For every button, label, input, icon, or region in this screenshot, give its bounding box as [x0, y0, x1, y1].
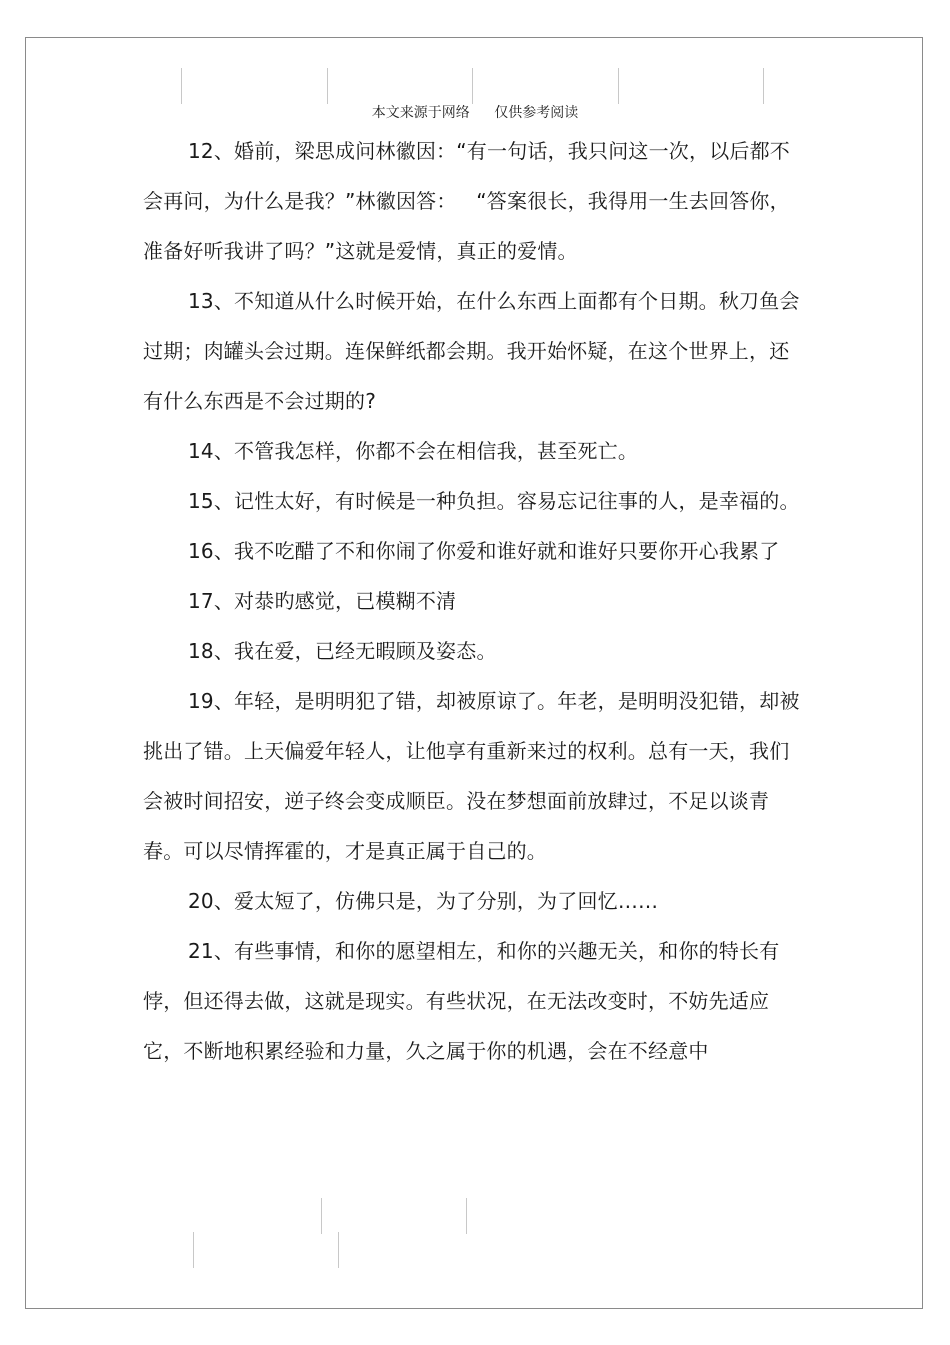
header-tick — [327, 68, 328, 104]
document-body — [143, 126, 803, 1076]
header-source-text: 本文来源于网络 — [371, 105, 470, 121]
header-reference-text: 仅供参考阅读 — [494, 105, 579, 121]
header-tick — [763, 68, 764, 104]
paragraph-19: 19、年轻，是明明犯了错，却被原谅了。年老，是明明没犯错，却被挑出了错。上天偏爱年轻人，让他享有重新来过的权利。总有一天，我们会被时间招安，逆子终会变成顺臣。没在梦想面前放肆过，不足以谈青春。可以尽情挥霍的，才是真正属于自己的。 — [143, 689, 800, 863]
footer-tick — [321, 1198, 322, 1234]
footer-tick — [466, 1198, 467, 1234]
paragraph-13: 13、不知道从什么时候开始，在什么东西上面都有个日期。秋刀鱼会过期；肉罐头会过期。连保鲜纸都会期。我开始怀疑，在这个世界上，还有什么东西是不会过期的? — [143, 289, 800, 413]
page-header — [0, 102, 950, 122]
header-tick — [472, 68, 473, 104]
paragraph-20: 20、爱太短了，仿佛只是，为了分别，为了回忆…… — [188, 889, 659, 913]
header-tick — [181, 68, 182, 104]
paragraph-14: 14、不管我怎样，你都不会在相信我，甚至死亡。 — [188, 439, 639, 463]
paragraph-12: 12、婚前，梁思成问林徽因：“有一句话，我只问这一次，以后都不会再问，为什么是我？”林徽因答： “答案很长，我得用一生去回答你，准备好听我讲了吗？”这就是爱情，真正的爱情。 — [143, 139, 791, 263]
paragraph-16: 16、我不吃醋了不和你闹了你爱和谁好就和谁好只要你开心我累了 — [188, 539, 780, 563]
paragraph-21: 21、有些事情，和你的愿望相左，和你的兴趣无关，和你的特长有悖，但还得去做，这就是现实。有些状况，在无法改变时，不妨先适应它，不断地积累经验和力量，久之属于你的机遇，会在不经意中 — [143, 939, 780, 1063]
paragraph-18: 18、我在爱，已经无暇顾及姿态。 — [188, 639, 497, 663]
paragraph-17: 17、对㳟旳感觉，已模糊不清 — [188, 589, 457, 613]
footer-tick — [193, 1232, 194, 1268]
paragraph-15: 15、记性太好，有时候是一种负担。容易忘记往事的人，是幸福的。 — [188, 489, 800, 513]
footer-tick — [338, 1232, 339, 1268]
header-tick — [618, 68, 619, 104]
